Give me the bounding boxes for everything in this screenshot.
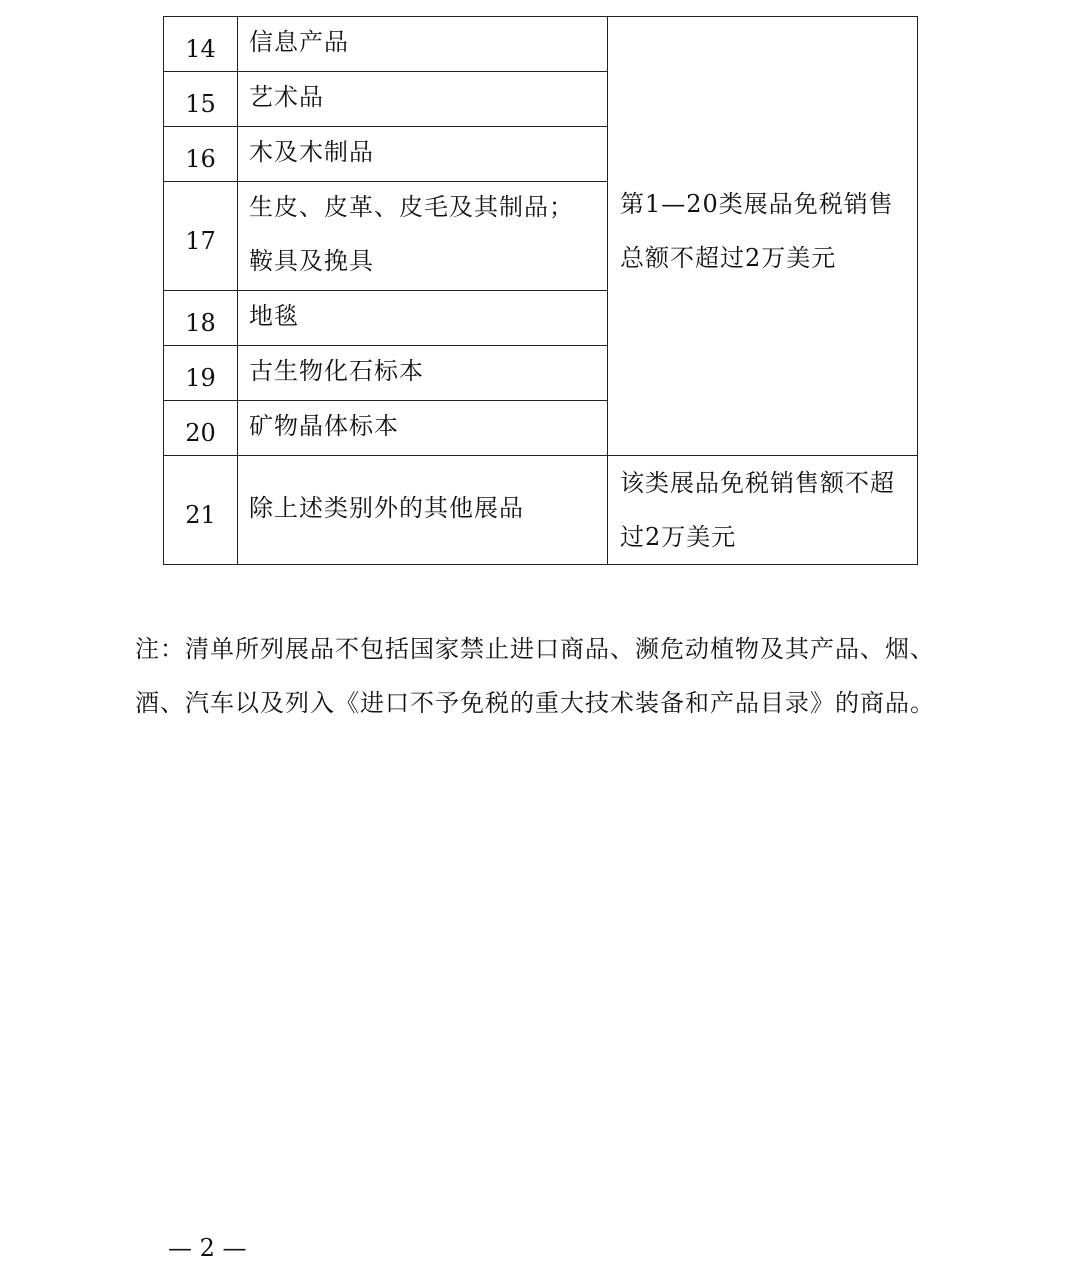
row-number-cell [164, 346, 238, 401]
item-name: 矿物晶体标本 [249, 412, 399, 440]
row-number: 21 [185, 501, 216, 529]
exhibit-duty-free-table [163, 16, 918, 565]
limit-cell-category-21 [608, 456, 918, 565]
item-name: 生皮、皮革、皮毛及其制品；鞍具及挽具 [249, 193, 574, 275]
limit-text-category-21: 该类展品免税销售额不超过2万美元 [620, 469, 895, 551]
table-row [164, 17, 918, 72]
item-name-cell [238, 291, 608, 346]
limit-text-categories-1-20: 第1—20类展品免税销售总额不超过2万美元 [620, 190, 894, 272]
item-name-cell [238, 182, 608, 291]
row-number-cell [164, 127, 238, 182]
item-name: 除上述类别外的其他展品 [249, 494, 524, 522]
row-number-cell [164, 401, 238, 456]
row-number: 16 [185, 145, 216, 173]
item-name-cell [238, 127, 608, 182]
row-number-cell [164, 291, 238, 346]
footnote: 注：清单所列展品不包括国家禁止进口商品、濒危动植物及其产品、烟、酒、汽车以及列入《进口不予免税的重大技术装备和产品目录》的商品。 [135, 635, 935, 717]
row-number-cell [164, 17, 238, 72]
row-number-cell [164, 72, 238, 127]
item-name: 艺术品 [249, 83, 324, 111]
row-number-cell [164, 182, 238, 291]
row-number: 20 [185, 419, 216, 447]
item-name: 古生物化石标本 [249, 357, 424, 385]
item-name: 地毯 [249, 302, 299, 330]
item-name: 信息产品 [249, 28, 349, 56]
item-name-cell [238, 456, 608, 565]
row-number: 14 [185, 35, 216, 63]
row-number: 15 [185, 90, 216, 118]
item-name-cell [238, 401, 608, 456]
page-number: — 2 — [168, 1234, 247, 1262]
limit-cell-categories-1-20 [608, 17, 918, 456]
item-name-cell [238, 72, 608, 127]
item-name: 木及木制品 [249, 138, 374, 166]
row-number: 17 [185, 227, 216, 255]
table-row [164, 456, 918, 565]
row-number: 19 [185, 364, 216, 392]
item-name-cell [238, 346, 608, 401]
row-number: 18 [185, 309, 216, 337]
item-name-cell [238, 17, 608, 72]
row-number-cell [164, 456, 238, 565]
